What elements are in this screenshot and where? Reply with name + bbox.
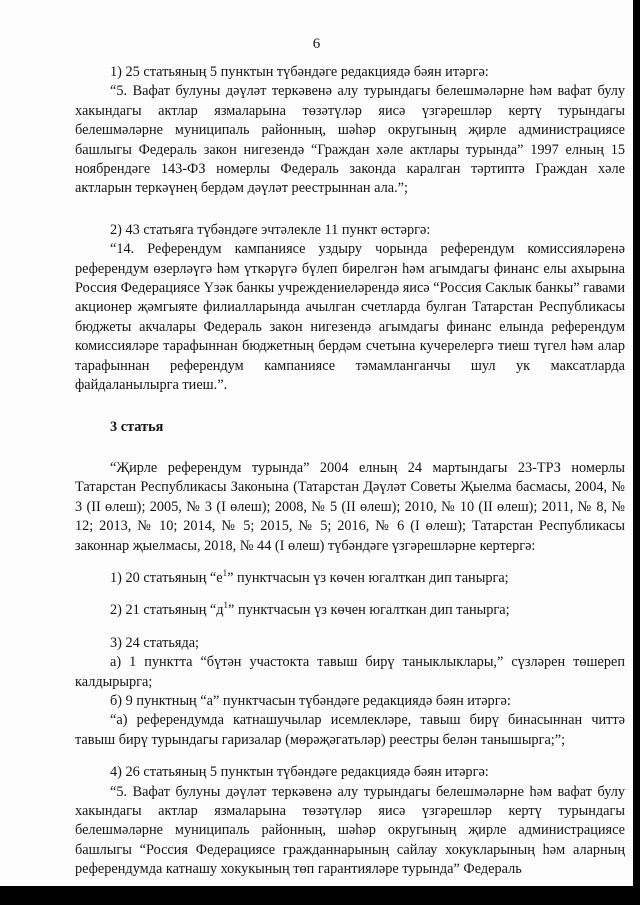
amendment-item-2: 2) 43 статьяга түбәндәге эчтәлекле 11 пункт өстәргә:	[110, 221, 431, 238]
amendment-item-1: 1) 25 статьяның 5 пунктын түбәндәге редакциядә бәян итәргә:	[110, 64, 489, 80]
article-3-item-2	[75, 601, 625, 620]
amendment-quote-2: “14. Референдум кампаниясе уздыру чорында референдум комиссияләренә референдум өзерләүгә һәм үткәрүгә бүлеп бирелгән һәм агымдагы финанс елы ахырына Россия Федерациясе Үзәк банкы учреждениеләрендә яисә “Россия Саклык банкы” гавами акционер җәмгыяте филиалларында ачылган счетларда булган Татарстан Республикасы бюджеты акчалары Федераль закон нигезендә агымдагы финанс елында референдум комиссияләре тарафыннан бюджетның бердәм счетына кучерелергә тиеш түгел һәм алар тарафыннан референдум кампаниясе тәмамланганчы шул ук максатларда файдаланылырга тиеш.”.	[75, 241, 625, 394]
article-3-intro: “Җирле референдум турында” 2004 елның 24 мартындагы 23-ТРЗ номерлы Татарстан Республикасы Законына (Татарстан Дәүләт Советы Җыелма басмасы, 2004, № 3 (II өлеш); 2005, № 3 (I өлеш); 2008, № 5 (II өлеш); 2010, № 10 (II өлеш); 2011, № 8, № 12; 2013, № 10; 2014, № 5; 2015, № 5; 2016, № 6 (I өлеш); Татарстан Республикасы законнар җыелмасы, 2018, № 44 (I өлеш) түбәндәге үзгәрешләрне кертергә:	[75, 459, 625, 554]
scan-border-right	[633, 0, 640, 905]
article-3-item-3: 3) 24 статьяда;	[110, 634, 200, 651]
article-3-item-1	[75, 569, 625, 588]
scan-border-bottom	[0, 886, 640, 905]
item-2-text-a: 2) 21 статьяның “д	[110, 602, 224, 619]
amendment-quote-1: “5. Вафат булуны дәүләт теркәвенә алу турындагы белешмәләрне һәм вафат булу хакындагы актлар язмаларына төзәтүләр яисә үзгәрешләр кертү турындагы белешмәләрне муниципаль районның, шәһәр округының җирле администрациясе башлыгы Федераль закон нигезендә “Граждан хәле актлары турында” 1997 елның 15 ноябрендәге 143-ФЗ номерлы Федераль законда каралган тәртиптә Граждан хәле актларын теркәүнең бердәм дәүләт реестрыннан ала.”;	[75, 83, 625, 197]
article-3-item-4: 4) 26 статьяның 5 пунктын түбәндәге редакциядә бәян итәргә:	[110, 764, 489, 781]
item-1-text-a: 1) 20 статьяның “е	[110, 569, 223, 586]
item-1-text-b: ” пунктчасын үз көчен югалткан дип танырга;	[227, 569, 509, 586]
item-2-text-b: ” пунктчасын үз көчен югалткан дип танырга;	[228, 602, 510, 619]
article-3-item-4-quote: “5. Вафат булуны дәүләт теркәвенә алу турындагы белешмәләрне һәм вафат булу хакындагы актлар язмаларына төзәтүләр яисә үзгәрешләр кертү турындагы белешмәләрне муниципаль районның, шәһәр округының җирле администрациясе башлыгы “Россия Федерациясе гражданнарының сайлау хокукларының һәм аларның референдумда катнашу хокукының төп гарантияләре турында” Федераль	[75, 783, 625, 878]
page-number: 6	[312, 36, 321, 52]
article-3-item-3-b: б) 9 пунктның “а” пунктчасын түбәндәге редакциядә бәян итәргә:	[110, 692, 511, 709]
article-heading: 3 статья	[110, 418, 164, 435]
document-body	[75, 63, 625, 880]
item-1-superscript: 1	[222, 568, 228, 579]
article-3-item-3-a: а) 1 пунктта “бүтән участокта тавыш бирү таныклыклары,” сүзләрен төшереп калдырырга;	[75, 654, 625, 690]
article-3-item-3-b-quote: “а) референдумда катнашучылар исемлекләре, тавыш бирү бинасыннан читтә тавыш бирү турындагы гаризалар (мөрәҗәгатьләр) реестры белән танышырга;”;	[75, 712, 625, 748]
item-2-superscript: 1	[223, 600, 229, 611]
